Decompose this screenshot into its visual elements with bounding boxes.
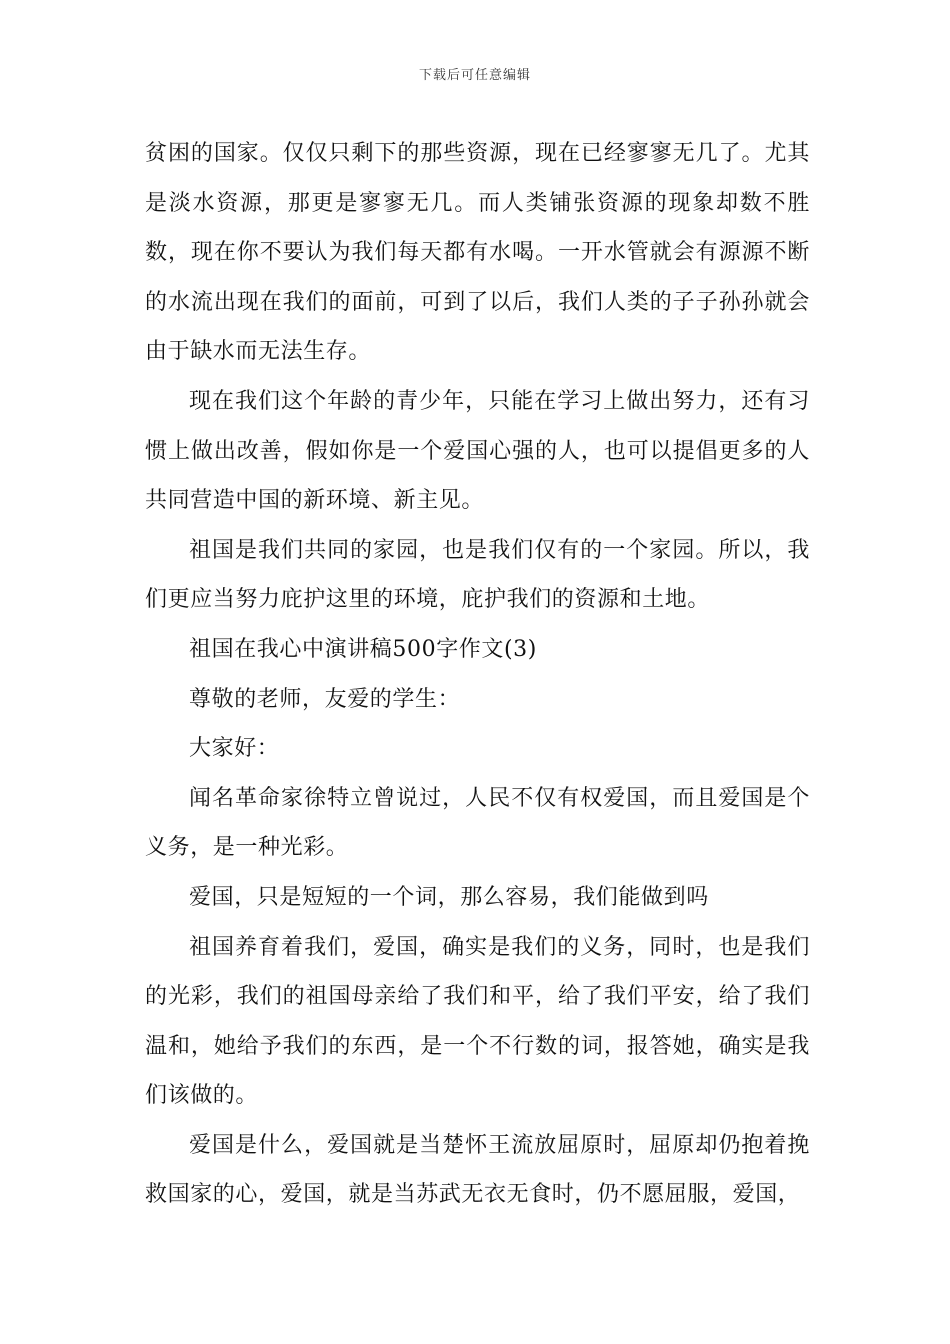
section-title: 祖国在我心中演讲稿500字作文(3) xyxy=(189,636,537,662)
paragraph-9: 祖国养育着我们，爱国，确实是我们的义务，同时，也是我们的光彩，我们的祖国母亲给了我们和平，给了我们平安，给了我们温和，她给予我们的东西，是一个不行数的词，报答她，确实是我们该做的。 xyxy=(145,934,810,1109)
paragraph-2: 现在我们这个年龄的青少年，只能在学习上做出努力，还有习惯上做出改善，假如你是一个爱国心强的人，也可以提倡更多的人共同营造中国的新环境、新主见。 xyxy=(145,388,810,514)
paragraph-10: 爱国是什么，爱国就是当楚怀王流放屈原时，屈原却仍抱着挽救国家的心，爱国，就是当苏武无衣无食时，仍不愿屈服，爱国， xyxy=(145,1132,810,1208)
page-header: 下载后可任意编辑 xyxy=(418,68,531,83)
paragraph-3: 祖国是我们共同的家园，也是我们仅有的一个家园。所以，我们更应当努力庇护这里的环境，庇护我们的资源和土地。 xyxy=(145,537,810,613)
document-body xyxy=(145,129,810,1220)
paragraph-8: 爱国，只是短短的一个词，那么容易，我们能做到吗 xyxy=(189,884,709,910)
paragraph-1: 贫困的国家。仅仅只剩下的那些资源，现在已经寥寥无几了。尤其是淡水资源，那更是寥寥无几。而人类铺张资源的现象却数不胜数，现在你不要认为我们每天都有水喝。一开水管就会有源源不断的水流出现在我们的面前，可到了以后，我们人类的子子孙孙就会由于缺水而无法生存。 xyxy=(145,141,810,365)
greeting: 大家好： xyxy=(189,736,280,762)
salutation: 尊敬的老师，友爱的学生： xyxy=(189,686,461,712)
paragraph-7: 闻名革命家徐特立曾说过，人民不仅有权爱国，而且爱国是个义务，是一种光彩。 xyxy=(145,785,810,861)
